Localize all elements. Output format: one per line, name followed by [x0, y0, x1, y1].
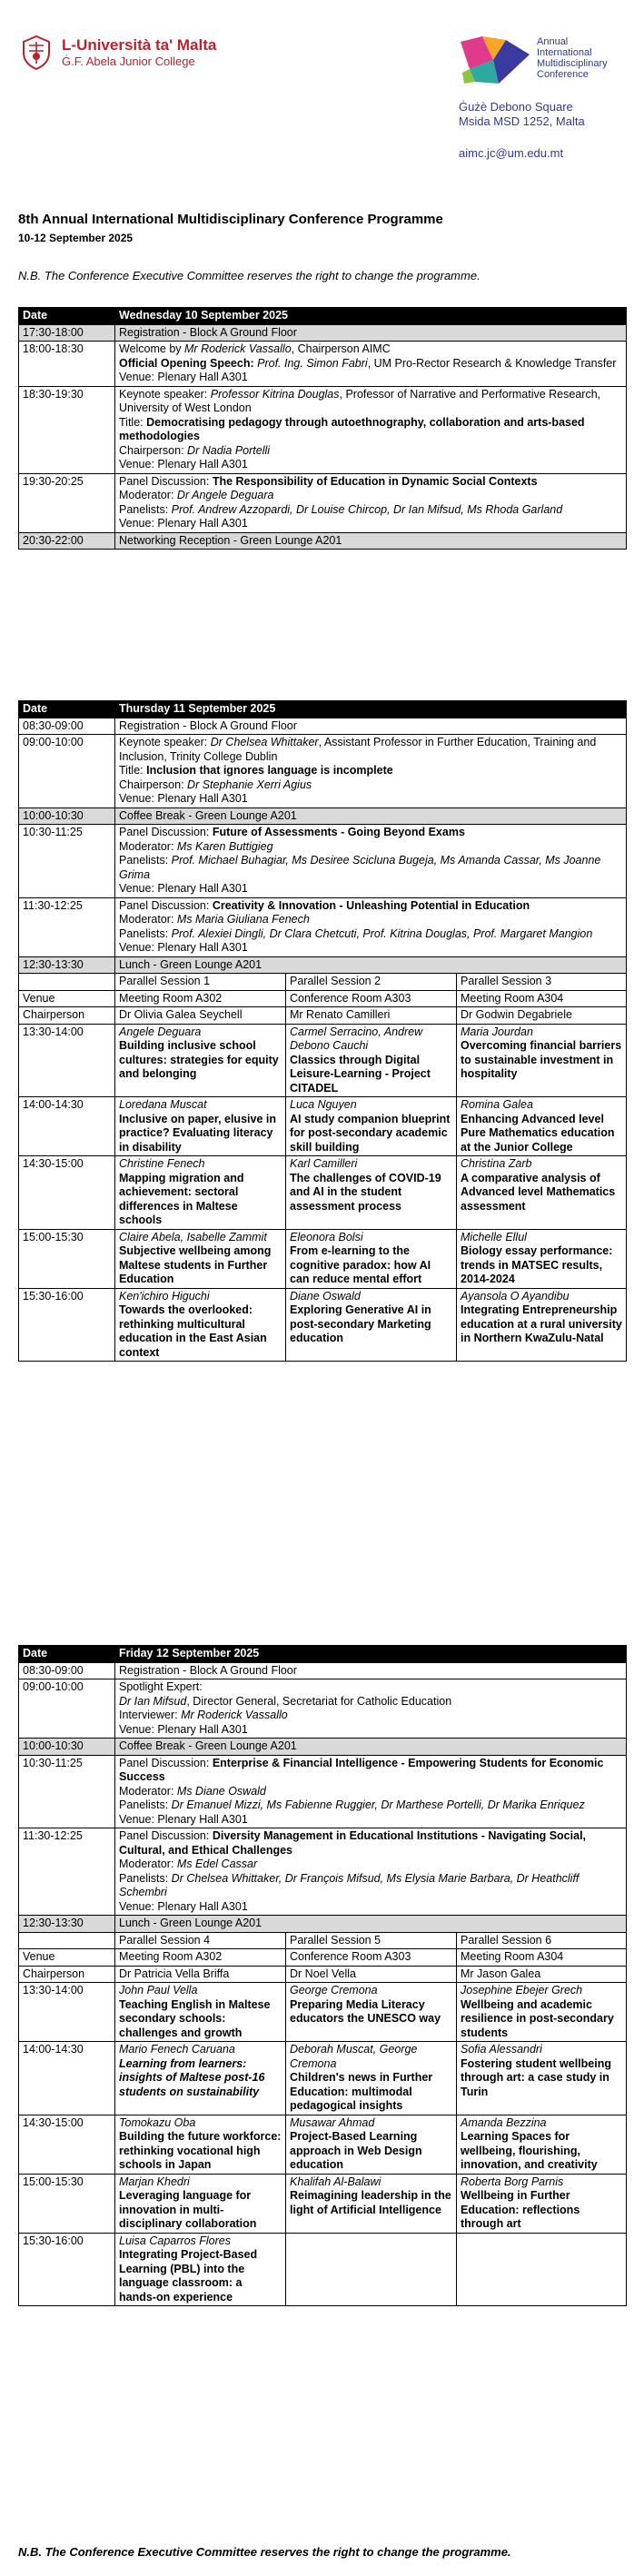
schedule-row	[19, 1916, 627, 1933]
time-slot: 09:00-10:00	[19, 1679, 115, 1739]
session-details: Panel Discussion: Diversity Management in Educational Institutions - Navigating Social, Cultural, and Ethical Challenges Moderator: Ms Edel Cassar Panelists: Dr Chelsea Whittaker, Dr François Mifsud, Ms Elysia Marie Barbara, Dr Heathcliff Schembri Venue: Plenary Hall A301	[115, 1828, 627, 1916]
time-slot: 15:00-15:30	[19, 2174, 115, 2233]
presenter-name: Tomokazu Oba	[119, 2115, 196, 2129]
presentation-title: Children's news in Further Education: multimodal pedagogical insights	[290, 2071, 433, 2112]
presentation-cell	[115, 2042, 286, 2115]
time-slot: 14:30-15:00	[19, 1156, 115, 1230]
presentation-cell	[286, 2042, 457, 2115]
parallel-row	[19, 1097, 627, 1156]
presentation-title: Fostering student wellbeing through art: a case study in Turin	[461, 2056, 611, 2098]
time-slot: 18:30-19:30	[19, 386, 115, 473]
session-details: Lunch - Green Lounge A201	[115, 956, 627, 974]
presentation-cell	[115, 1288, 286, 1362]
session-details: Registration - Block A Ground Floor	[115, 718, 627, 735]
presentation-title: Inclusive on paper, elusive in practice? Evaluating literacy in disability	[119, 1112, 276, 1154]
parallel-row	[19, 2115, 627, 2174]
session-details: Keynote speaker: Dr Chelsea Whittaker, Assistant Professor in Further Education, Training and Inclusion, Trinity College Dublin Title: Inclusion that ignores language is incomplete Chairperson: Dr Stephanie Xerri Agius Venue: Plenary Hall A301	[115, 735, 627, 808]
presenter-name: Michelle Ellul	[461, 1230, 527, 1243]
empty-cell	[19, 974, 115, 991]
schedule-row	[19, 825, 627, 898]
presenter-name: Romina Galea	[461, 1098, 533, 1111]
email-link[interactable]: aimc.jc@um.edu.mt	[459, 146, 564, 160]
chairperson: Dr Olivia Galea Seychell	[115, 1007, 286, 1025]
presenter-name: Marjan Khedri	[119, 2175, 190, 2188]
venue-row	[19, 990, 627, 1007]
parallel-sessions-row	[19, 1932, 627, 1949]
presentation-cell	[115, 2174, 286, 2233]
presentation-cell	[115, 2115, 286, 2174]
parallel-session-name: Parallel Session 5	[286, 1932, 457, 1949]
presentation-title: Reimagining leadership in the light of Artificial Intelligence	[290, 2189, 451, 2216]
date-label: Date	[19, 308, 115, 325]
time-slot: 15:30-16:00	[19, 1288, 115, 1362]
disclaimer-note-bottom: N.B. The Conference Executive Committee reserves the right to change the programme.	[18, 2545, 511, 2559]
empty-cell	[19, 1932, 115, 1949]
presenter-name: Musawar Ahmad	[290, 2115, 375, 2129]
presentation-title: Learning from learners: insights of Maltese post-16 students on sustainability	[119, 2056, 265, 2098]
presenter-name: Karl Camilleri	[290, 1157, 358, 1170]
session-details: Registration - Block A Ground Floor	[115, 1662, 627, 1679]
session-details: Registration - Block A Ground Floor	[115, 324, 627, 342]
presentation-cell	[115, 1097, 286, 1156]
presentation-cell	[457, 1024, 627, 1097]
chairperson: Mr Jason Galea	[457, 1966, 627, 1983]
presenter-name: Loredana Muscat	[119, 1098, 207, 1111]
presentation-title: Exploring Generative AI in post-secondary Marketing education	[290, 1303, 431, 1344]
chairperson: Dr Godwin Degabriele	[457, 1007, 627, 1025]
presenter-name: Christine Fenech	[119, 1157, 205, 1170]
conference-logo-line: Annual	[537, 36, 569, 47]
presentation-cell	[286, 1156, 457, 1230]
session-details: Coffee Break - Green Lounge A201	[115, 1739, 627, 1756]
day2-programme-table	[18, 700, 627, 1362]
parallel-row	[19, 1024, 627, 1097]
chairperson: Mr Renato Camilleri	[286, 1007, 457, 1025]
presentation-title: The challenges of COVID-19 and AI in the student assessment process	[290, 1171, 441, 1213]
time-slot: 15:00-15:30	[19, 1229, 115, 1288]
time-slot: 14:30-15:00	[19, 2115, 115, 2174]
presenter-name: Carmel Serracino, Andrew Debono Cauchi	[290, 1025, 423, 1052]
page-header	[0, 0, 644, 200]
disclaimer-note: N.B. The Conference Executive Committee reserves the right to change the programme.	[18, 269, 481, 282]
presentation-cell	[286, 2233, 457, 2306]
presentation-title: Classics through Digital Leisure-Learning - Project CITADEL	[290, 1053, 431, 1095]
presentation-title: Building the future workforce: rethinking vocational high schools in Japan	[119, 2130, 282, 2171]
address	[459, 100, 585, 129]
schedule-row	[19, 324, 627, 342]
presentation-cell	[286, 1024, 457, 1097]
presenter-name: Josephine Ebejer Grech	[461, 1984, 583, 1996]
parallel-row	[19, 1288, 627, 1362]
presenter-name: Ken'ichiro Higuchi	[119, 1289, 210, 1303]
presentation-cell	[115, 1024, 286, 1097]
parallel-row	[19, 2174, 627, 2233]
time-slot: 11:30-12:25	[19, 897, 115, 956]
schedule-row	[19, 1662, 627, 1679]
time-slot: 13:30-14:00	[19, 1983, 115, 2042]
session-details: Lunch - Green Lounge A201	[115, 1916, 627, 1933]
time-slot: 11:30-12:25	[19, 1828, 115, 1916]
time-slot: 10:00-10:30	[19, 1739, 115, 1756]
presentation-title: Preparing Media Literacy educators the UNESCO way	[290, 1997, 441, 2025]
parallel-row	[19, 1156, 627, 1230]
address-line: Ġużè Debono Square	[459, 100, 573, 114]
day-title: Thursday 11 September 2025	[115, 701, 627, 718]
presentation-title: Enhancing Advanced level Pure Mathematics education at the Junior College	[461, 1112, 615, 1154]
time-slot: 14:00-14:30	[19, 2042, 115, 2115]
conference-logo-line: Multidisciplinary	[537, 58, 608, 69]
address-line: Msida MSD 1252, Malta	[459, 114, 585, 128]
day-title: Friday 12 September 2025	[115, 1646, 627, 1663]
chairperson: Dr Patricia Vella Briffa	[115, 1966, 286, 1983]
conference-logo-line: International	[537, 47, 592, 58]
presenter-name: Roberta Borg Parnis	[461, 2175, 564, 2188]
session-details: Keynote speaker: Professor Kitrina Douglas, Professor of Narrative and Performative Research, University of West London Title: Democratising pedagogy through autoethnography, collaboration and arts-based methodologies Chairperson: Dr Nadia Portelli Venue: Plenary Hall A301	[115, 386, 627, 473]
schedule-row	[19, 342, 627, 387]
conference-logo	[459, 33, 608, 87]
presentation-title: Towards the overlooked: rethinking multicultural education in the East Asian context	[119, 1303, 267, 1359]
day3-programme-table	[18, 1645, 627, 2306]
session-details: Spotlight Expert: Dr Ian Mifsud, Director General, Secretariat for Catholic Education Interviewer: Mr Roderick Vassallo Venue: Plenary Hall A301	[115, 1679, 627, 1739]
venue-row	[19, 1949, 627, 1967]
session-details: Panel Discussion: Future of Assessments - Going Beyond Exams Moderator: Ms Karen Buttigieg Panelists: Prof. Michael Buhagiar, Ms Desiree Scicluna Bugeja, Ms Amanda Cassar, Ms Joanne Grima Venue: Plenary Hall A301	[115, 825, 627, 898]
conference-logo-icon	[459, 33, 531, 87]
conference-logo-line: Conference	[537, 69, 589, 80]
venue: Conference Room A303	[286, 990, 457, 1007]
presentation-cell	[457, 1156, 627, 1230]
presenter-name: Ayansola O Ayandibu	[461, 1289, 570, 1303]
presenter-name: Maria Jourdan	[461, 1025, 533, 1038]
chairperson-row	[19, 1007, 627, 1025]
presenter-name: Sofia Alessandri	[461, 2043, 542, 2056]
presentation-title: Overcoming financial barriers to sustainable investment in hospitality	[461, 1039, 622, 1080]
schedule-row	[19, 386, 627, 473]
presenter-name: Angele Deguara	[119, 1025, 202, 1038]
presentation-title: Mapping migration and achievement: sectoral differences in Maltese schools	[119, 1171, 244, 1226]
venue: Conference Room A303	[286, 1949, 457, 1967]
day-header-row	[19, 308, 627, 325]
venue-label: Venue	[19, 1949, 115, 1967]
presenter-name: Luca Nguyen	[290, 1098, 357, 1111]
presentation-cell	[457, 2233, 627, 2306]
presentation-title: Wellbeing and academic resilience in post-secondary students	[461, 1997, 614, 2039]
presentation-cell	[457, 1983, 627, 2042]
session-details: Panel Discussion: Enterprise & Financial Intelligence - Empowering Students for Economic Success Moderator: Ms Diane Oswald Panelists: Dr Emanuel Mizzi, Ms Fabienne Ruggier, Dr Marthese Portelli, Dr Marika Enriquez Venue: Plenary Hall A301	[115, 1755, 627, 1828]
parallel-session-name: Parallel Session 1	[115, 974, 286, 991]
presentation-cell	[286, 2115, 457, 2174]
presentation-cell	[286, 1288, 457, 1362]
presentation-cell	[115, 1156, 286, 1230]
venue: Meeting Room A304	[457, 990, 627, 1007]
presentation-title: Project-Based Learning approach in Web Design education	[290, 2130, 422, 2171]
university-crest-icon	[18, 35, 54, 71]
time-slot: 10:30-11:25	[19, 825, 115, 898]
schedule-row	[19, 897, 627, 956]
schedule-row	[19, 473, 627, 532]
presentation-title: Subjective wellbeing among Maltese students in Further Education	[119, 1244, 272, 1285]
venue: Meeting Room A302	[115, 1949, 286, 1967]
presenter-name: Mario Fenech Caruana	[119, 2043, 235, 2056]
parallel-session-name: Parallel Session 2	[286, 974, 457, 991]
parallel-sessions-row	[19, 974, 627, 991]
session-details: Networking Reception - Green Lounge A201	[115, 532, 627, 550]
time-slot: 09:00-10:00	[19, 735, 115, 808]
presentation-title: Integrating Project-Based Learning (PBL) into the language classroom: a hands-on experience	[119, 2248, 258, 2304]
session-details: Coffee Break - Green Lounge A201	[115, 807, 627, 825]
presentation-title: Learning Spaces for wellbeing, flourishing, innovation, and creativity	[461, 2130, 598, 2171]
presentation-cell	[457, 1229, 627, 1288]
schedule-row	[19, 532, 627, 550]
presentation-title: AI study companion blueprint for post-secondary academic skill building	[290, 1112, 451, 1154]
presenter-name: Claire Abela, Isabelle Zammit	[119, 1230, 267, 1243]
schedule-row	[19, 718, 627, 735]
presentation-title: Integrating Entrepreneurship education at a rural university in Northern KwaZulu-Natal	[461, 1303, 622, 1344]
time-slot: 12:30-13:30	[19, 1916, 115, 1933]
presentation-cell	[457, 1097, 627, 1156]
date-label: Date	[19, 1646, 115, 1663]
day-header-row	[19, 701, 627, 718]
time-slot: 17:30-18:00	[19, 324, 115, 342]
venue: Meeting Room A304	[457, 1949, 627, 1967]
presentation-title: Building inclusive school cultures: strategies for equity and belonging	[119, 1039, 279, 1080]
presenter-name: Khalifah Al-Balawi	[290, 2175, 381, 2188]
day-header-row	[19, 1646, 627, 1663]
time-slot: 19:30-20:25	[19, 473, 115, 532]
presentation-cell	[457, 2115, 627, 2174]
schedule-row	[19, 807, 627, 825]
presentation-title: Biology essay performance: trends in MATSEC results, 2014-2024	[461, 1244, 613, 1285]
parallel-session-name: Parallel Session 3	[457, 974, 627, 991]
date-label: Date	[19, 701, 115, 718]
university-name: L-Università ta' Malta	[62, 36, 217, 54]
presentation-title: Wellbeing in Further Education: reflections through art	[461, 2189, 580, 2230]
schedule-row	[19, 735, 627, 808]
presentation-cell	[115, 1229, 286, 1288]
presenter-name: Deborah Muscat, George Cremona	[290, 2043, 418, 2070]
page-title: 8th Annual International Multidisciplinary Conference Programme	[18, 212, 443, 227]
session-details: Panel Discussion: Creativity & Innovation - Unleashing Potential in Education Moderator: Ms Maria Giuliana Fenech Panelists: Prof. Alexiei Dingli, Dr Clara Chetcuti, Prof. Kitrina Douglas, Prof. Margaret Mangion Venue: Plenary Hall A301	[115, 897, 627, 956]
presentation-cell	[286, 1097, 457, 1156]
time-slot: 10:30-11:25	[19, 1755, 115, 1828]
parallel-session-name: Parallel Session 6	[457, 1932, 627, 1949]
time-slot: 20:30-22:00	[19, 532, 115, 550]
schedule-row	[19, 1739, 627, 1756]
presentation-cell	[286, 1229, 457, 1288]
schedule-row	[19, 1679, 627, 1739]
presentation-title: Teaching English in Maltese secondary schools: challenges and growth	[119, 1997, 271, 2039]
presenter-name: Amanda Bezzina	[461, 2115, 547, 2129]
schedule-row	[19, 956, 627, 974]
chairperson-row	[19, 1966, 627, 1983]
presentation-title: A comparative analysis of Advanced level Mathematics assessment	[461, 1171, 616, 1213]
time-slot: 15:30-16:00	[19, 2233, 115, 2306]
parallel-row	[19, 1983, 627, 2042]
presenter-name: Diane Oswald	[290, 1289, 361, 1303]
session-details: Panel Discussion: The Responsibility of Education in Dynamic Social Contexts Moderator: Dr Angele Deguara Panelists: Prof. Andrew Azzopardi, Dr Louise Chircop, Dr Ian Mifsud, Ms Rhoda Garland Venue: Plenary Hall A301	[115, 473, 627, 532]
chairperson-label: Chairperson	[19, 1007, 115, 1025]
schedule-row	[19, 1828, 627, 1916]
time-slot: 13:30-14:00	[19, 1024, 115, 1097]
parallel-row	[19, 1229, 627, 1288]
schedule-row	[19, 1755, 627, 1828]
day-title: Wednesday 10 September 2025	[115, 308, 627, 325]
college-name: Ġ.F. Abela Junior College	[62, 54, 195, 68]
presentation-cell	[115, 2233, 286, 2306]
time-slot: 12:30-13:30	[19, 956, 115, 974]
venue-label: Venue	[19, 990, 115, 1007]
presenter-name: Eleonora Bolsi	[290, 1230, 363, 1243]
presentation-cell	[115, 1983, 286, 2042]
presentation-title: Leveraging language for innovation in multi-disciplinary collaboration	[119, 2189, 257, 2230]
conference-dates: 10-12 September 2025	[18, 232, 134, 244]
presenter-name: Christina Zarb	[461, 1157, 532, 1170]
presentation-cell	[457, 2042, 627, 2115]
university-logo	[18, 35, 216, 71]
presenter-name: Luisa Caparros Flores	[119, 2234, 231, 2247]
presenter-name: George Cremona	[290, 1984, 378, 1996]
session-details: Welcome by Mr Roderick Vassallo, Chairperson AIMC Official Opening Speech: Prof. Ing. Simon Fabri, UM Pro-Rector Research & Knowledge Transfer Venue: Plenary Hall A301	[115, 342, 627, 387]
presentation-cell	[286, 2174, 457, 2233]
time-slot: 08:30-09:00	[19, 1662, 115, 1679]
time-slot: 08:30-09:00	[19, 718, 115, 735]
venue: Meeting Room A302	[115, 990, 286, 1007]
presentation-cell	[286, 1983, 457, 2042]
presentation-cell	[457, 1288, 627, 1362]
chairperson-label: Chairperson	[19, 1966, 115, 1983]
presentation-cell	[457, 2174, 627, 2233]
presentation-title: From e-learning to the cognitive paradox: how AI can reduce mental effort	[290, 1244, 431, 1285]
parallel-row	[19, 2042, 627, 2115]
parallel-session-name: Parallel Session 4	[115, 1932, 286, 1949]
day1-programme-table	[18, 307, 627, 550]
time-slot: 18:00-18:30	[19, 342, 115, 387]
time-slot: 10:00-10:30	[19, 807, 115, 825]
parallel-row	[19, 2233, 627, 2306]
chairperson: Dr Noel Vella	[286, 1966, 457, 1983]
presenter-name: John Paul Vella	[119, 1984, 198, 1996]
time-slot: 14:00-14:30	[19, 1097, 115, 1156]
